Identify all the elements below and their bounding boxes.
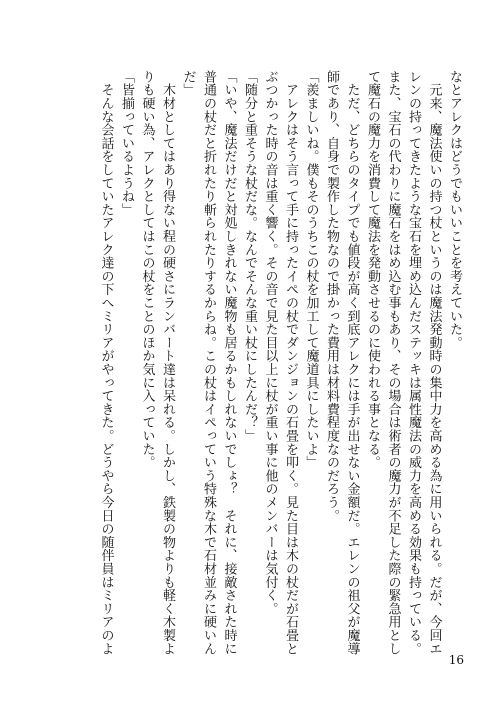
page-number: 16 — [448, 653, 464, 667]
text-column: アレクはそう言って手に持ったイペの杖でダンジョンの石畳を叩く。見た目は木の杖だが石畳と — [283, 70, 298, 656]
text-column: そんな会話をしていたアレク達の下へミリアがやってきた。どうやら今日の随伴員はミリアのよ — [98, 70, 114, 656]
text-column: 元来、魔法使いの持つ杖というのは魔法発動時の集中力を高める為に用いられる。だが、今回エ — [426, 70, 442, 656]
text-column: 師であり、自身で製作した物なので掛かった費用は材料費程度なのだろう。 — [324, 70, 339, 523]
text-column: 「いや、魔法だけだと対処しきれない魔物も居るかもしれないでしょ？ それに、接敵された時に — [221, 70, 237, 656]
text-column: だ」 — [180, 70, 196, 97]
text-column: ぶつかった時の音は重く響く。その音で見た目以上に杖が重い事に他のメンバーは気付く。 — [262, 70, 278, 616]
vertical-text-body — [95, 70, 464, 656]
text-column: 木材としてはあり得ない程の硬さにランバート達は呆れる。しかし、鉄製の物よりも軽く木製よ — [160, 70, 175, 656]
text-column: て魔石の魔力を消費して魔法を発動させるのに使われる事となる。 — [365, 70, 380, 469]
text-column: 「羨ましいね。僕もそのうちこの杖を加工して魔道具にしたいよ」 — [303, 70, 319, 469]
text-column: 普通の杖だと折れたり斬られたりするからね。この杖はイペっていう特殊な木で石材並みに硬いん — [201, 70, 216, 656]
text-column: 「随分と重そうな杖だな。なんでそんな重い杖にしたんだ？」 — [242, 70, 257, 443]
text-column: りも硬い為、アレクとしてはこの杖をことのほか気に入っていた。 — [139, 70, 155, 469]
text-column: レンの持ってきたような宝石を埋め込んだステッキは属性魔法の威力を高める効果も持っている。 — [406, 70, 421, 656]
text-column: なとアレクはどうでもいいことを考えていた。 — [447, 70, 462, 350]
text-column: 「皆揃っているようね」 — [119, 70, 134, 217]
text-column: ただ、どちらのタイプでも値段が高く到底アレクには手が出せない金額だ。エレンの祖父が魔導 — [344, 70, 360, 656]
text-column: また、宝石の代わりに魔石をはめ込む事もあり、その場合は術者の魔力が不足した際の緊急用とし — [385, 70, 401, 656]
